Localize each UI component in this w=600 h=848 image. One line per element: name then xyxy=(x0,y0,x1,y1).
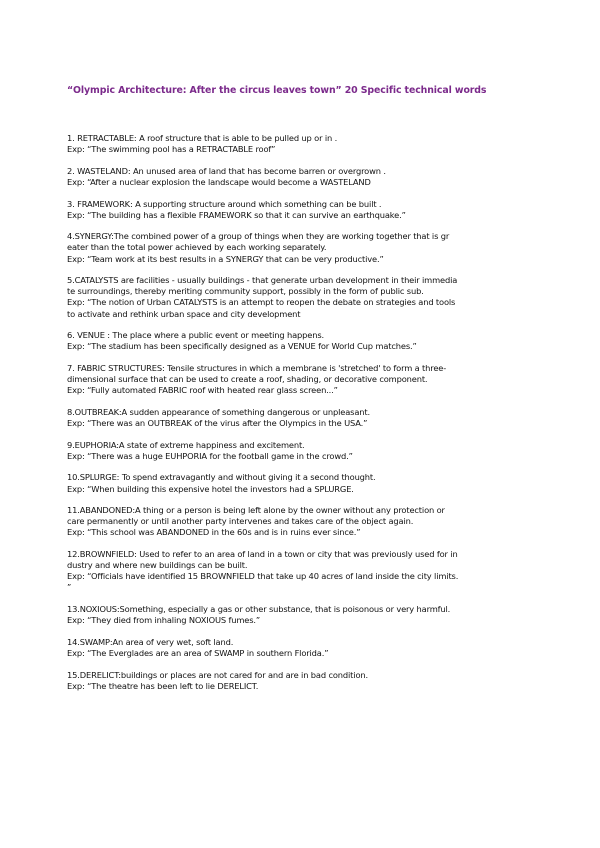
entry-definition-line: dustry and where new buildings can be built. xyxy=(67,560,248,571)
entry-definition-line: 8.OUTBREAK:A sudden appearance of something dangerous or unpleasant. xyxy=(67,406,370,417)
vocabulary-entry xyxy=(67,231,534,264)
vocabulary-entry xyxy=(67,133,534,155)
entry-example-line: Exp: “This school was ABANDONED in the 60s and is in ruins ever since.” xyxy=(67,527,361,538)
entry-example-line: Exp: “There was a huge EUHPORIA for the football game in the crowd.” xyxy=(67,450,353,461)
vocabulary-entry xyxy=(67,440,534,462)
vocabulary-entry xyxy=(67,166,534,188)
entry-definition-line: 5.CATALYSTS are facilities - usually buildings - that generate urban development in their immedia xyxy=(67,275,458,286)
vocabulary-entry xyxy=(67,199,534,221)
entry-example-line: Exp: “After a nuclear explosion the landscape would become a WASTELAND xyxy=(67,176,371,187)
entry-example-line: Exp: “Fully automated FABRIC roof with heated rear glass screen...” xyxy=(67,385,338,396)
entry-definition-line: care permanently or until another party intervenes and takes care of the object again. xyxy=(67,516,414,527)
vocabulary-list xyxy=(67,133,534,702)
entry-example-line: Exp: “The stadium has been specifically designed as a VENUE for World Cup matches.” xyxy=(67,341,417,352)
vocabulary-entry xyxy=(67,637,534,659)
entry-definition-line: 2. WASTELAND: An unused area of land that has become barren or overgrown . xyxy=(67,165,386,176)
entry-definition-line: 6. VENUE : The place where a public event or meeting happens. xyxy=(67,330,324,341)
entry-example-line: to activate and rethink urban space and city development xyxy=(67,308,301,319)
entry-definition-line: 13.NOXIOUS:Something, especially a gas or other substance, that is poisonous or very harmful. xyxy=(67,604,451,615)
entry-example-line: Exp: “There was an OUTBREAK of the virus after the Olympics in the USA.” xyxy=(67,417,368,428)
vocabulary-entry xyxy=(67,330,534,352)
entry-definition-line: 10.SPLURGE: To spend extravagantly and without giving it a second thought. xyxy=(67,472,376,483)
entry-definition-line: 9.EUPHORIA:A state of extreme happiness and excitement. xyxy=(67,439,305,450)
vocabulary-entry xyxy=(67,407,534,429)
entry-definition-line: 7. FABRIC STRUCTURES: Tensile structures in which a membrane is 'stretched' to form a three- xyxy=(67,362,447,373)
entry-example-line: Exp: “The Everglades are an area of SWAMP in southern Florida.” xyxy=(67,647,329,658)
entry-definition-line: 14.SWAMP:An area of very wet, soft land. xyxy=(67,636,234,647)
entry-example-line: Exp: “The theatre has been left to lie DERELICT. xyxy=(67,680,259,691)
entry-example-line: Exp: “When building this expensive hotel the investors had a SPLURGE. xyxy=(67,483,354,494)
entry-example-line: Exp: “Officials have identified 15 BROWNFIELD that take up 40 acres of land inside the city limits. xyxy=(67,571,459,582)
entry-definition-line: 1. RETRACTABLE: A roof structure that is able to be pulled up or in . xyxy=(67,133,338,143)
entry-example-line: Exp: “The notion of Urban CATALYSTS is an attempt to reopen the debate on strategies and tools xyxy=(67,297,456,308)
vocabulary-entry xyxy=(67,604,534,626)
vocabulary-entry xyxy=(67,275,534,319)
entry-definition-line: 3. FRAMEWORK: A supporting structure around which something can be built . xyxy=(67,198,382,209)
entry-example-line: Exp: “The swimming pool has a RETRACTABLE roof” xyxy=(67,144,276,155)
entry-definition-line: 12.BROWNFIELD: Used to refer to an area of land in a town or city that was previously used for in xyxy=(67,549,458,560)
vocabulary-entry xyxy=(67,472,534,494)
entry-example-line: Exp: “Team work at its best results in a SYNERGY that can be very productive.” xyxy=(67,253,384,264)
vocabulary-entry xyxy=(67,549,534,593)
vocabulary-entry xyxy=(67,363,534,396)
entry-definition-line: te surroundings, thereby meriting community support, possibly in the form of public sub. xyxy=(67,286,424,297)
document-title: “Olympic Architecture: After the circus leaves town” 20 Specific technical words xyxy=(67,85,487,96)
entry-definition-line: dimensional surface that can be used to create a roof, shading, or decorative component. xyxy=(67,374,428,385)
entry-definition-line: 11.ABANDONED:A thing or a person is being left alone by the owner without any protection or xyxy=(67,505,445,516)
entry-definition-line: eater than the total power achieved by each working separately. xyxy=(67,242,327,253)
vocabulary-entry xyxy=(67,670,534,692)
vocabulary-entry xyxy=(67,505,534,538)
entry-example-line: Exp: “They died from inhaling NOXIOUS fumes.” xyxy=(67,615,261,626)
entry-definition-line: 4.SYNERGY:The combined power of a group of things when they are working together that is gr xyxy=(67,231,450,242)
entry-example-line: ” xyxy=(67,582,72,593)
entry-example-line: Exp: “The building has a flexible FRAMEWORK so that it can survive an earthquake.” xyxy=(67,209,406,220)
entry-definition-line: 15.DERELICT:buildings or places are not cared for and are in bad condition. xyxy=(67,669,368,680)
